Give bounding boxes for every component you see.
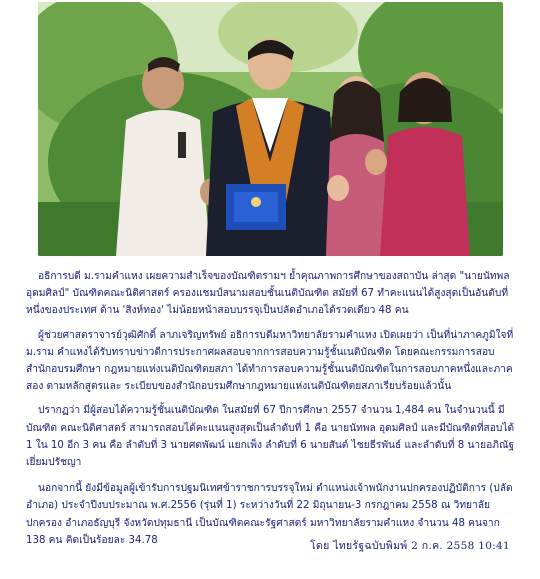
- article-paragraph-1: อธิการบดี ม.รามคำแหง เผยความสำเร็จของบัณฑิตรามฯ ย้ำคุณภาพการศึกษาของสถาบัน ล่าสุด "นายนัทพล อุดมศิลป์" บัณฑิตคณะนิติศาสตร์ ครองแชมป์สนามสอบชั้นเนติบัณฑิต สมัยที่ 67 ทำคะแนนได้สูงสุดเป็นอันดับที่หนึ่งของประเทศ ด้าน 'สิงห์ทอง' ไม่น้อยหน้าสอบบรรจุเป็นปลัดอำเภอได้รวดเดียว 48 คน: [26, 271, 510, 317]
- article-paragraph-3: ปรากฏว่า มีผู้สอบได้ความรู้ชั้นเนติบัณฑิต ในสมัยที่ 67 ปีการศึกษา 2557 จำนวน 1,484 คน ในจำนวนนี้ มีบัณฑิต คณะนิติศาสตร์ สามารถสอบได้คะแนนสูงสุดเป็นลำดับที่ 1 คือ นายนัทพล อุดมศิลป์ และมีบัณฑิตที่สอบได้ 1 ใน 10 อีก 3 คน คือ ลำดับที่ 3 นายศตพัฒน์ แยกเพ็ง ลำดับที่ 6 นายสันต์ ไชยธีรพันธ์ และลำดับที่ 8 นายอภิณัฐ เยี่ยมปรัชญา: [26, 405, 515, 469]
- news-article: [26, 268, 518, 549]
- article-byline: โดย ไทยรัฐฉบับพิมพ์ 2 ก.ค. 2558 10:41: [310, 540, 510, 552]
- photo-illustration: [38, 2, 503, 256]
- article-paragraph-4: นอกจากนี้ ยังมีข้อมูลผู้เข้ารับการปฐมนิเทศข้าราชการบรรจุใหม่ ตำแหน่งเจ้าพนักงานปกครองปฏิบัติการ (ปลัดอำเภอ) ประจำปีงบประมาณ พ.ศ.2556 (รุ่นที่ 1) ระหว่างวันที่ 22 มิถุนายน-3 กรกฎาคม 2558 ณ วิทยาลัยปกครอง อำเภอธัญบุรี จังหวัดปทุมธานี เป็นบัณฑิตคณะรัฐศาสตร์ มหาวิทยาลัยรามคำแหง จำนวน 48 คนจาก 138 คน คิดเป็นร้อยละ 34.78: [26, 483, 513, 546]
- article-paragraph-2: ผู้ช่วยศาสตราจารย์วุฒิศักดิ์ ลาภเจริญทรัพย์ อธิการบดีมหาวิทยาลัยรามคำแหง เปิดเผยว่า เป็นที่น่าภาคภูมิใจที่ ม.ราม คำแหงได้รับทราบข่าวดีการประกาศผลสอบจากการสอบความรู้ชั้นเนติบัณฑิต โดยคณะกรรมการสอบสำนักอบรมศึกษา กฎหมายแห่งเนติบัณฑิตยสภา ได้ทำการสอบความรู้ชั้นเนติบัณฑิตในการสอบภาคหนึ่งและภาคสอง ตามหลักสูตรและ ระเบียบของสำนักอบรมศึกษากฎหมายแห่งเนติบัณฑิตยสภาเรียบร้อยแล้วนั้น: [26, 329, 514, 393]
- graduation-photo: [38, 2, 503, 256]
